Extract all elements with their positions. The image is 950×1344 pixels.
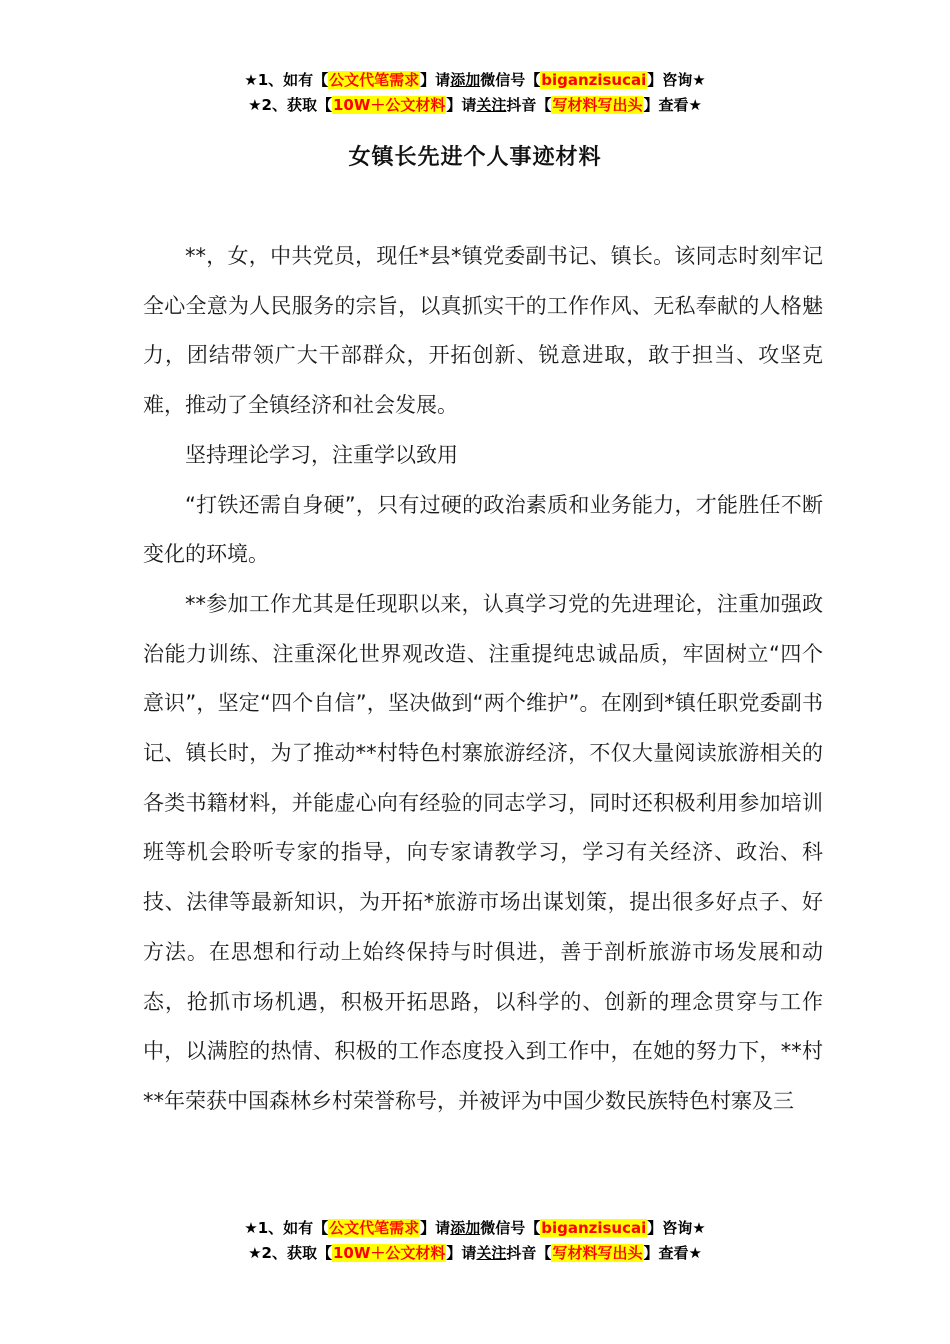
banner-underlined-text: 添加 xyxy=(450,71,481,89)
banner-text: 】请 xyxy=(446,1244,477,1262)
banner-text: ★2、获取【 xyxy=(248,1244,332,1262)
banner-text: 抖音【 xyxy=(506,1244,552,1262)
banner-line-1 xyxy=(0,1216,950,1241)
banner-text: 】咨询★ xyxy=(647,1219,706,1237)
banner-line-2 xyxy=(0,93,950,118)
banner-text: ★2、获取【 xyxy=(248,96,332,114)
banner-text: 】请 xyxy=(420,1219,451,1237)
banner-text: ★1、如有【 xyxy=(244,1219,329,1237)
banner-underlined-text: 关注 xyxy=(476,1244,507,1262)
banner-highlight: 写材料写出头 xyxy=(552,96,643,114)
banner-text: ★1、如有【 xyxy=(244,71,329,89)
banner-highlight: 写材料写出头 xyxy=(552,1244,643,1262)
paragraph: “打铁还需自身硬”，只有过硬的政治素质和业务能力，才能胜任不断变化的环境。 xyxy=(143,492,823,567)
banner-text: 】查看★ xyxy=(643,96,702,114)
paragraph: **参加工作尤其是任现职以来，认真学习党的先进理论，注重加强政治能力训练、注重深化世界观改造、注重提纯忠诚品质，牢固树立“四个意识”，坚定“四个自信”，坚决做到“两个维护”。在刚到*镇任职党委副书记、镇长时，为了推动**村特色村寨旅游经济，不仅大量阅读旅游相关的各类书籍材料，并能虚心向有经验的同志学习，同时还积极利用参加培训班等机会聆听专家的指导，向专家请教学习，学习有关经济、政治、科技、法律等最新知识，为开拓*旅游市场出谋划策，提出很多好点子、好方法。在思想和行动上始终保持与时俱进，善于剖析旅游市场发展和动态，抢抓市场机遇，积极开拓思路，以科学的、创新的理念贯穿与工作中，以满腔的热情、积极的工作态度投入到工作中，在她的努力下，**村**年荣获中国森林乡村荣誉称号，并被评为中国少数民族特色村寨及三 xyxy=(143,591,823,1113)
banner-text: 】请 xyxy=(446,96,477,114)
banner-text: 】请 xyxy=(420,71,451,89)
banner-highlight: 10W＋公文材料 xyxy=(332,1244,446,1262)
banner-line-1 xyxy=(0,68,950,93)
banner-line-2 xyxy=(0,1241,950,1266)
footer-banner xyxy=(0,1216,950,1266)
header-banner xyxy=(0,68,950,118)
banner-highlight: biganzisucai xyxy=(541,71,647,89)
banner-highlight: 公文代笔需求 xyxy=(329,1219,420,1237)
banner-highlight: biganzisucai xyxy=(541,1219,647,1237)
section-heading: 坚持理论学习，注重学以致用 xyxy=(185,442,458,467)
paragraph: **，女，中共党员，现任*县*镇党委副书记、镇长。该同志时刻牢记全心全意为人民服务的宗旨，以真抓实干的工作作风、无私奉献的人格魅力，团结带领广大干部群众，开拓创新、锐意进取，敢于担当、攻坚克难，推动了全镇经济和社会发展。 xyxy=(143,244,823,418)
banner-text: 抖音【 xyxy=(506,96,552,114)
banner-text: 微信号【 xyxy=(480,1219,541,1237)
banner-text: 微信号【 xyxy=(480,71,541,89)
banner-text: 】咨询★ xyxy=(647,71,706,89)
banner-text: 】查看★ xyxy=(643,1244,702,1262)
document-body xyxy=(143,232,823,1127)
banner-highlight: 公文代笔需求 xyxy=(329,71,420,89)
banner-underlined-text: 关注 xyxy=(476,96,507,114)
document-title: 女镇长先进个人事迹材料 xyxy=(348,145,602,170)
banner-highlight: 10W＋公文材料 xyxy=(332,96,446,114)
banner-underlined-text: 添加 xyxy=(450,1219,481,1237)
